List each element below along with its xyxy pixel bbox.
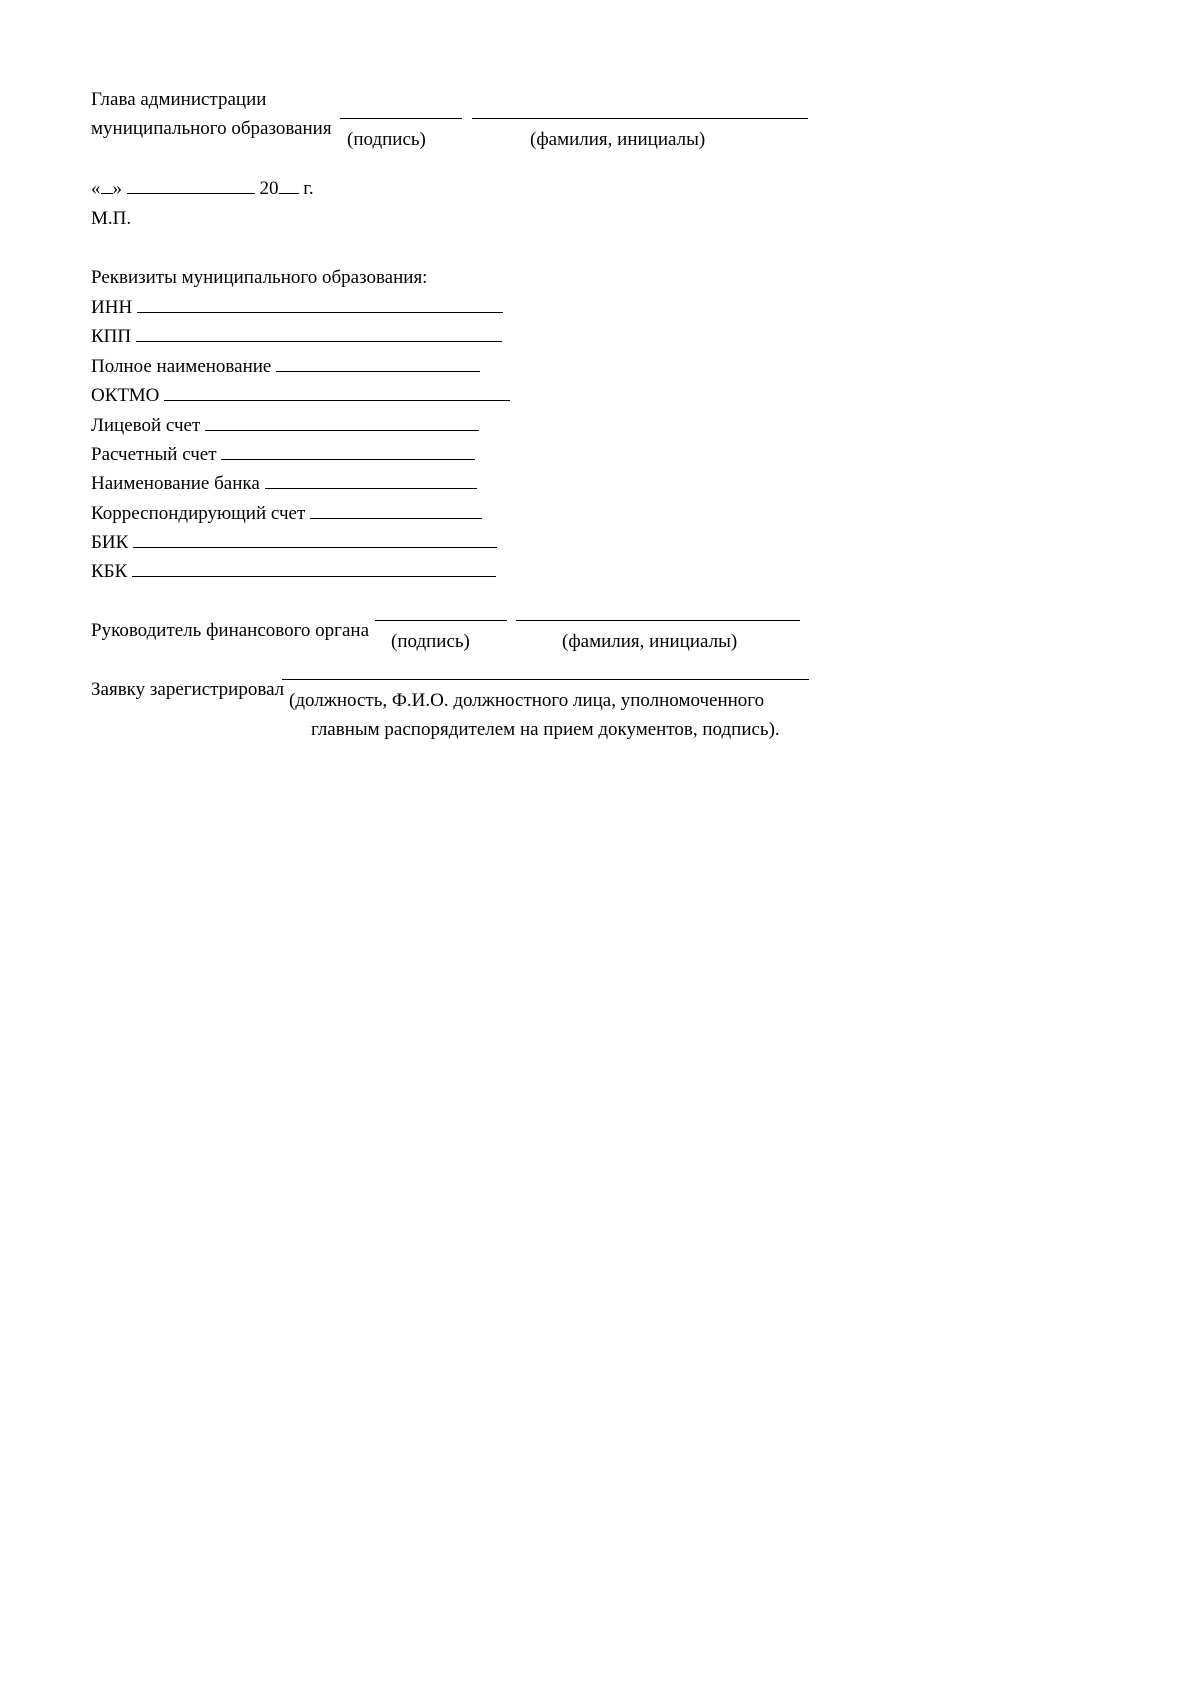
stamp-text: М.П. xyxy=(91,208,132,229)
field-kpp-label: КПП xyxy=(91,326,132,347)
head-signature-blank[interactable] xyxy=(340,104,462,119)
date-year-suffix: г. xyxy=(303,178,314,199)
registration-blank[interactable] xyxy=(282,665,809,680)
requisites-heading-text: Реквизиты муниципального образования: xyxy=(91,267,428,288)
registration-caption-line2: главным распорядителем на прием документов, подпись). xyxy=(311,719,780,740)
head-signature-caption: (подпись) xyxy=(347,129,426,150)
head-title-line2-text: муниципального образования xyxy=(91,118,332,139)
head-name-caption: (фамилия, инициалы) xyxy=(530,129,706,150)
head-name-blank[interactable] xyxy=(472,104,808,119)
field-settlement-account-label: Расчетный счет xyxy=(91,444,217,465)
field-oktmo-label: ОКТМО xyxy=(91,385,160,406)
finance-head-name-caption: (фамилия, инициалы) xyxy=(562,631,738,652)
finance-head-signature-caption: (подпись) xyxy=(391,631,470,652)
field-bik-label: БИК xyxy=(91,532,129,553)
field-full-name-label: Полное наименование xyxy=(91,356,272,377)
date-close-quote: » xyxy=(112,178,122,199)
head-title-line2 xyxy=(72,100,332,157)
field-correspondent-account-label: Корреспондирующий счет xyxy=(91,503,306,524)
head-title-line1-text: Глава администрации xyxy=(91,89,267,110)
field-personal-account-label: Лицевой счет xyxy=(91,415,201,436)
date-open-quote: « xyxy=(91,178,101,199)
date-year-prefix: 20 xyxy=(259,178,279,199)
field-kbk-blank[interactable] xyxy=(132,562,496,577)
field-kbk xyxy=(72,543,496,600)
field-inn-label: ИНН xyxy=(91,297,133,318)
stamp-place xyxy=(72,190,131,247)
registration-line xyxy=(72,661,284,718)
date-year-blank[interactable] xyxy=(279,179,299,194)
finance-head-label: Руководитель финансового органа xyxy=(91,620,370,641)
finance-head-name-blank[interactable] xyxy=(516,606,800,621)
date-month-blank[interactable] xyxy=(127,179,255,194)
registration-label: Заявку зарегистрировал xyxy=(91,679,285,700)
registration-caption-line1: (должность, Ф.И.О. должностного лица, уполномоченного xyxy=(289,690,765,711)
field-bank-name-label: Наименование банка xyxy=(91,473,260,494)
field-kbk-label: КБК xyxy=(91,561,128,582)
finance-head-signature-blank[interactable] xyxy=(375,606,507,621)
finance-head-line xyxy=(72,602,369,659)
